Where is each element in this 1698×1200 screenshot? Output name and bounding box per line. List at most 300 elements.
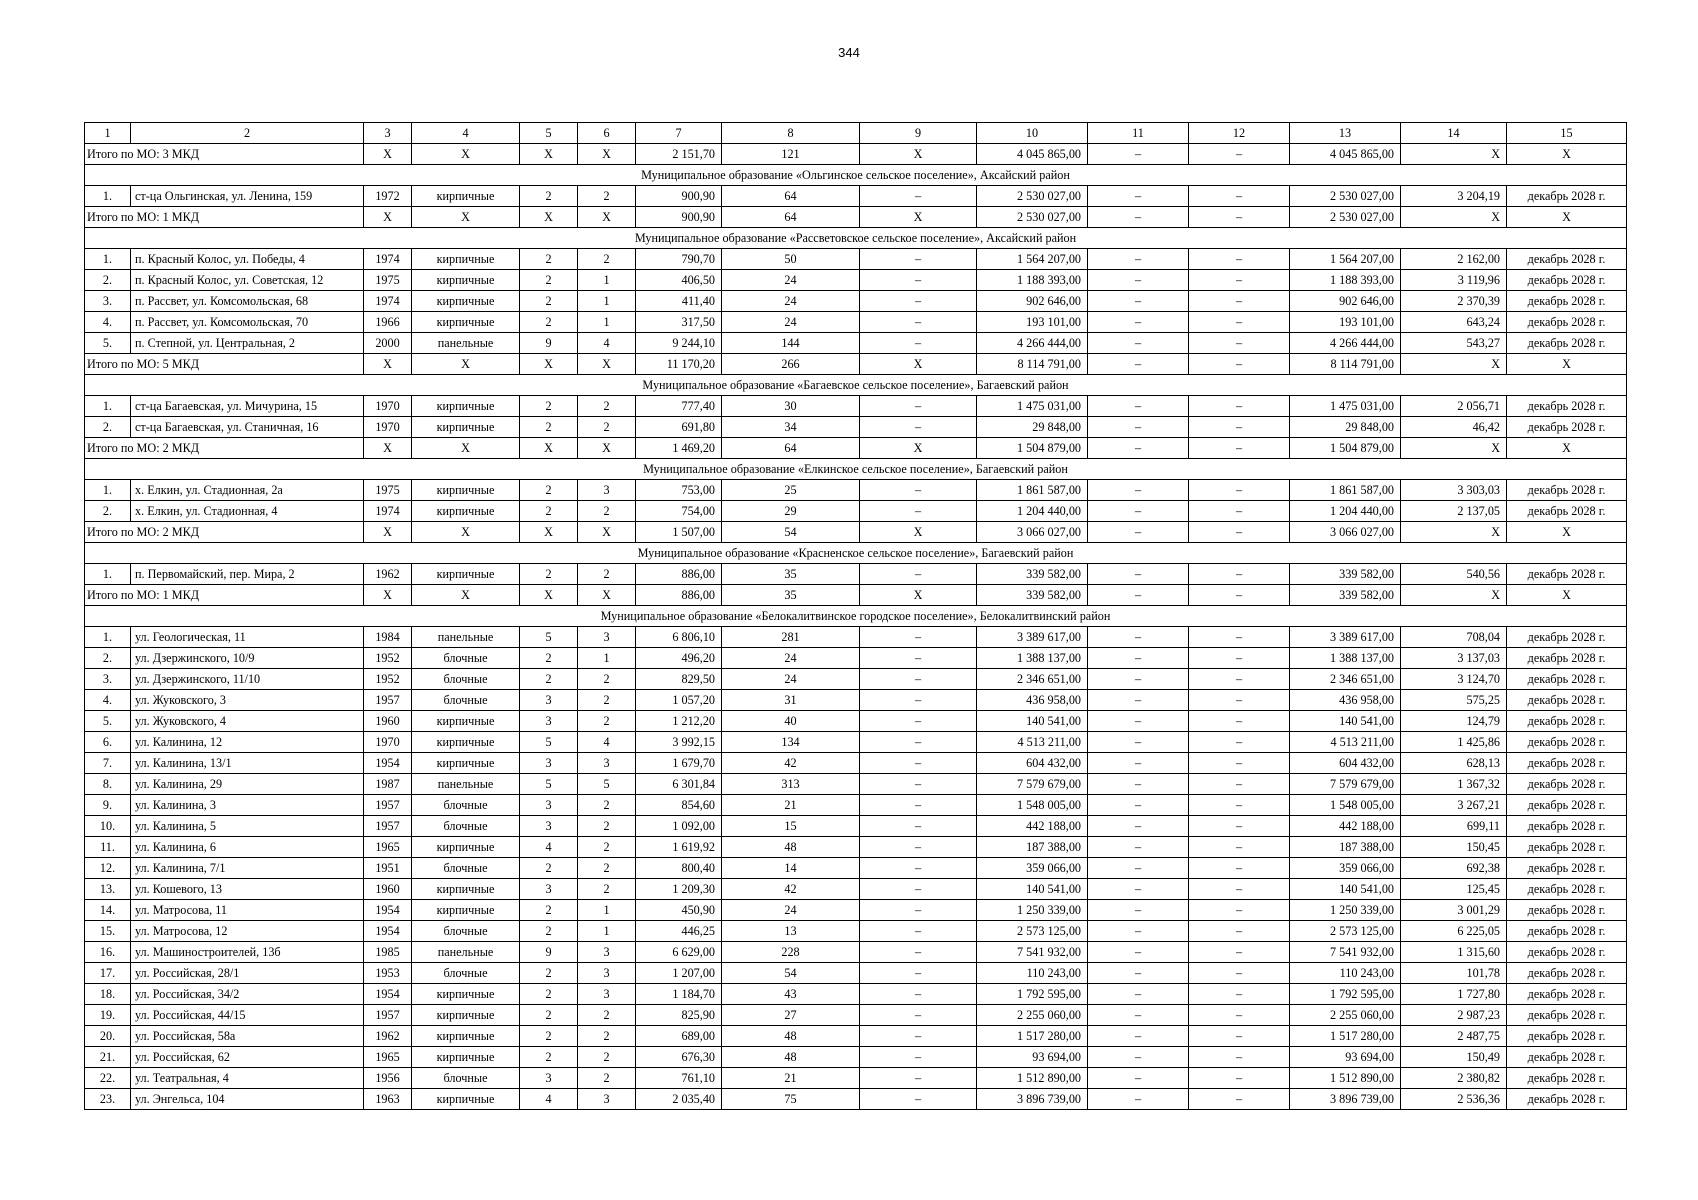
table-cell: п. Красный Колос, ул. Победы, 4: [131, 249, 364, 270]
total-cell: –: [1088, 522, 1189, 543]
table-cell: 1 861 587,00: [1290, 480, 1401, 501]
table-cell: 1 679,70: [636, 753, 722, 774]
table-cell: 1 727,80: [1401, 984, 1507, 1005]
total-cell: X: [860, 354, 977, 375]
table-cell: 2 255 060,00: [977, 1005, 1088, 1026]
table-cell: ул. Геологическая, 11: [131, 627, 364, 648]
table-cell: 3: [578, 984, 636, 1005]
total-cell: X: [364, 354, 412, 375]
table-cell: 1: [578, 270, 636, 291]
table-cell: ст-ца Ольгинская, ул. Ленина, 159: [131, 186, 364, 207]
table-cell: –: [1088, 690, 1189, 711]
table-cell: 1975: [364, 270, 412, 291]
table-cell: декабрь 2028 г.: [1507, 753, 1627, 774]
table-cell: 2: [578, 858, 636, 879]
table-cell: –: [1088, 1026, 1189, 1047]
total-cell: X: [1401, 438, 1507, 459]
table-cell: –: [860, 711, 977, 732]
table-cell: –: [1189, 1068, 1290, 1089]
table-cell: 575,25: [1401, 690, 1507, 711]
table-cell: –: [1088, 669, 1189, 690]
table-cell: 1 315,60: [1401, 942, 1507, 963]
table-cell: 900,90: [636, 186, 722, 207]
table-cell: ул. Калинина, 5: [131, 816, 364, 837]
table-cell: 9: [520, 333, 578, 354]
table-cell: –: [860, 396, 977, 417]
table-cell: 2: [578, 186, 636, 207]
total-cell: –: [1088, 585, 1189, 606]
table-cell: 1972: [364, 186, 412, 207]
table-cell: 1.: [85, 564, 131, 585]
section-title: Муниципальное образование «Ольгинское сельское поселение», Аксайский район: [85, 165, 1627, 186]
table-cell: 1 475 031,00: [1290, 396, 1401, 417]
total-cell: X: [412, 585, 520, 606]
table-cell: 101,78: [1401, 963, 1507, 984]
total-cell: 4 045 865,00: [977, 144, 1088, 165]
table-cell: 3.: [85, 669, 131, 690]
total-cell: 8 114 791,00: [977, 354, 1088, 375]
table-cell: 1 209,30: [636, 879, 722, 900]
table-cell: кирпичные: [412, 291, 520, 312]
total-cell: X: [1401, 144, 1507, 165]
page-number: 344: [838, 45, 860, 60]
table-cell: 9.: [85, 795, 131, 816]
table-cell: 29 848,00: [1290, 417, 1401, 438]
table-cell: –: [1088, 333, 1189, 354]
table-cell: 886,00: [636, 564, 722, 585]
table-cell: 6 225,05: [1401, 921, 1507, 942]
table-cell: –: [860, 417, 977, 438]
table-cell: 2 255 060,00: [1290, 1005, 1401, 1026]
table-cell: 1 512 890,00: [1290, 1068, 1401, 1089]
table-cell: ул. Российская, 44/15: [131, 1005, 364, 1026]
table-cell: 2 035,40: [636, 1089, 722, 1110]
table-cell: кирпичные: [412, 396, 520, 417]
table-cell: панельные: [412, 627, 520, 648]
table-cell: 446,25: [636, 921, 722, 942]
table-cell: ул. Калинина, 6: [131, 837, 364, 858]
table-cell: 676,30: [636, 1047, 722, 1068]
total-label: Итого по МО: 5 МКД: [85, 354, 364, 375]
table-cell: 5: [520, 774, 578, 795]
table-cell: кирпичные: [412, 879, 520, 900]
table-cell: –: [1088, 837, 1189, 858]
table-cell: 1.: [85, 627, 131, 648]
table-cell: ул. Дзержинского, 11/10: [131, 669, 364, 690]
total-cell: X: [1401, 522, 1507, 543]
table-cell: 93 694,00: [1290, 1047, 1401, 1068]
table-cell: –: [1088, 711, 1189, 732]
total-label: Итого по МО: 3 МКД: [85, 144, 364, 165]
table-cell: 643,24: [1401, 312, 1507, 333]
table-cell: 754,00: [636, 501, 722, 522]
table-row: [85, 312, 1627, 333]
table-cell: 193 101,00: [977, 312, 1088, 333]
table-cell: 442 188,00: [977, 816, 1088, 837]
table-cell: 1962: [364, 1026, 412, 1047]
table-cell: 4 513 211,00: [1290, 732, 1401, 753]
table-cell: 25: [722, 480, 860, 501]
table-cell: 125,45: [1401, 879, 1507, 900]
table-cell: 93 694,00: [977, 1047, 1088, 1068]
table-cell: декабрь 2028 г.: [1507, 1026, 1627, 1047]
table-cell: 7 579 679,00: [977, 774, 1088, 795]
table-cell: 43: [722, 984, 860, 1005]
table-cell: –: [1189, 291, 1290, 312]
table-cell: 3: [578, 963, 636, 984]
table-cell: декабрь 2028 г.: [1507, 312, 1627, 333]
table-cell: 450,90: [636, 900, 722, 921]
table-cell: ул. Российская, 58а: [131, 1026, 364, 1047]
table-cell: –: [1189, 648, 1290, 669]
table-cell: 75: [722, 1089, 860, 1110]
table-cell: ул. Российская, 62: [131, 1047, 364, 1068]
table-cell: –: [860, 291, 977, 312]
table-cell: 3 119,96: [1401, 270, 1507, 291]
column-number-12: 12: [1189, 123, 1290, 144]
total-cell: X: [578, 144, 636, 165]
table-cell: –: [860, 984, 977, 1005]
table-cell: 3: [520, 816, 578, 837]
table-cell: 22.: [85, 1068, 131, 1089]
total-cell: X: [1507, 354, 1627, 375]
table-row: [85, 816, 1627, 837]
table-cell: 1962: [364, 564, 412, 585]
table-cell: декабрь 2028 г.: [1507, 1089, 1627, 1110]
table-cell: кирпичные: [412, 837, 520, 858]
table-cell: 2: [578, 879, 636, 900]
table-cell: кирпичные: [412, 900, 520, 921]
table-cell: 604 432,00: [977, 753, 1088, 774]
table-cell: кирпичные: [412, 417, 520, 438]
total-label: Итого по МО: 1 МКД: [85, 585, 364, 606]
table-cell: 2: [520, 396, 578, 417]
table-cell: 1 548 005,00: [977, 795, 1088, 816]
table-cell: 2: [520, 1047, 578, 1068]
table-row: [85, 648, 1627, 669]
table-cell: кирпичные: [412, 564, 520, 585]
table-cell: 150,49: [1401, 1047, 1507, 1068]
table-cell: –: [1189, 732, 1290, 753]
table-cell: 2 162,00: [1401, 249, 1507, 270]
table-cell: декабрь 2028 г.: [1507, 837, 1627, 858]
table-cell: ст-ца Багаевская, ул. Станичная, 16: [131, 417, 364, 438]
total-cell: X: [412, 144, 520, 165]
table-cell: –: [1189, 249, 1290, 270]
table-cell: –: [1189, 690, 1290, 711]
table-cell: 21: [722, 1068, 860, 1089]
table-cell: 406,50: [636, 270, 722, 291]
table-cell: 1 792 595,00: [977, 984, 1088, 1005]
table-cell: –: [1088, 396, 1189, 417]
column-number-9: 9: [860, 123, 977, 144]
table-cell: –: [1189, 711, 1290, 732]
total-cell: X: [520, 522, 578, 543]
table-cell: декабрь 2028 г.: [1507, 858, 1627, 879]
table-cell: –: [1088, 879, 1189, 900]
table-row: [85, 396, 1627, 417]
table-row: [85, 270, 1627, 291]
table-cell: 13.: [85, 879, 131, 900]
total-cell: –: [1189, 207, 1290, 228]
table-cell: 110 243,00: [1290, 963, 1401, 984]
housing-register-table: [84, 122, 1627, 1110]
table-cell: 1965: [364, 837, 412, 858]
table-cell: декабрь 2028 г.: [1507, 879, 1627, 900]
total-cell: X: [520, 585, 578, 606]
table-cell: –: [860, 1005, 977, 1026]
table-cell: 30: [722, 396, 860, 417]
table-cell: 2: [578, 417, 636, 438]
table-cell: 110 243,00: [977, 963, 1088, 984]
total-cell: –: [1189, 354, 1290, 375]
table-cell: декабрь 2028 г.: [1507, 921, 1627, 942]
table-cell: 2: [520, 270, 578, 291]
table-cell: 790,70: [636, 249, 722, 270]
table-cell: 1 861 587,00: [977, 480, 1088, 501]
table-row: [85, 627, 1627, 648]
table-cell: 150,45: [1401, 837, 1507, 858]
table-cell: 3: [578, 480, 636, 501]
table-cell: –: [860, 480, 977, 501]
table-cell: 3 267,21: [1401, 795, 1507, 816]
table-cell: 902 646,00: [977, 291, 1088, 312]
table-cell: декабрь 2028 г.: [1507, 417, 1627, 438]
table-cell: 7 541 932,00: [1290, 942, 1401, 963]
table-cell: –: [1189, 900, 1290, 921]
table-cell: 2: [520, 417, 578, 438]
table-cell: 1 619,92: [636, 837, 722, 858]
table-cell: 1974: [364, 501, 412, 522]
table-cell: –: [860, 921, 977, 942]
column-number-2: 2: [131, 123, 364, 144]
table-cell: 1 517 280,00: [1290, 1026, 1401, 1047]
table-cell: ул. Жуковского, 3: [131, 690, 364, 711]
table-cell: 1965: [364, 1047, 412, 1068]
table-cell: –: [1189, 1047, 1290, 1068]
table-cell: –: [1189, 1005, 1290, 1026]
table-cell: 825,90: [636, 1005, 722, 1026]
table-cell: ул. Кошевого, 13: [131, 879, 364, 900]
table-cell: 1984: [364, 627, 412, 648]
table-row: [85, 984, 1627, 1005]
column-number-7: 7: [636, 123, 722, 144]
table-cell: блочные: [412, 858, 520, 879]
column-number-11: 11: [1088, 123, 1189, 144]
table-cell: кирпичные: [412, 1005, 520, 1026]
table-cell: –: [1189, 837, 1290, 858]
table-cell: 10.: [85, 816, 131, 837]
total-cell: 54: [722, 522, 860, 543]
total-row: [85, 144, 1627, 165]
table-cell: 543,27: [1401, 333, 1507, 354]
table-cell: 1954: [364, 984, 412, 1005]
table-cell: 9: [520, 942, 578, 963]
table-cell: ст-ца Багаевская, ул. Мичурина, 15: [131, 396, 364, 417]
table-cell: 2.: [85, 270, 131, 291]
table-cell: 1 188 393,00: [1290, 270, 1401, 291]
total-cell: –: [1088, 207, 1189, 228]
table-cell: 2 346 651,00: [977, 669, 1088, 690]
total-cell: X: [364, 438, 412, 459]
table-cell: 2: [578, 501, 636, 522]
table-cell: кирпичные: [412, 1026, 520, 1047]
table-cell: 1957: [364, 690, 412, 711]
table-cell: 2: [578, 690, 636, 711]
section-title: Муниципальное образование «Елкинское сельское поселение», Багаевский район: [85, 459, 1627, 480]
table-cell: 3: [520, 795, 578, 816]
table-cell: –: [1189, 186, 1290, 207]
total-cell: 900,90: [636, 207, 722, 228]
table-cell: 1 475 031,00: [977, 396, 1088, 417]
table-cell: 2: [520, 1026, 578, 1047]
table-cell: 27: [722, 1005, 860, 1026]
table-cell: 699,11: [1401, 816, 1507, 837]
table-cell: 6 806,10: [636, 627, 722, 648]
section-title: Муниципальное образование «Белокалитвинское городское поселение», Белокалитвинский район: [85, 606, 1627, 627]
table-cell: 2 380,82: [1401, 1068, 1507, 1089]
section-header-row: [85, 459, 1627, 480]
table-cell: 2: [578, 669, 636, 690]
total-cell: –: [1189, 438, 1290, 459]
table-cell: 4 513 211,00: [977, 732, 1088, 753]
total-cell: X: [364, 522, 412, 543]
table-cell: –: [1189, 858, 1290, 879]
table-cell: –: [1189, 417, 1290, 438]
table-cell: 1: [578, 900, 636, 921]
table-cell: –: [1189, 984, 1290, 1005]
table-cell: 2 487,75: [1401, 1026, 1507, 1047]
table-cell: 6.: [85, 732, 131, 753]
table-cell: 628,13: [1401, 753, 1507, 774]
table-cell: 3: [578, 627, 636, 648]
total-cell: 266: [722, 354, 860, 375]
table-cell: –: [1088, 921, 1189, 942]
table-cell: блочные: [412, 648, 520, 669]
total-cell: 2 151,70: [636, 144, 722, 165]
total-cell: –: [1189, 585, 1290, 606]
table-row: [85, 921, 1627, 942]
table-cell: –: [1189, 312, 1290, 333]
table-cell: 1975: [364, 480, 412, 501]
table-cell: 6 301,84: [636, 774, 722, 795]
total-cell: 1 504 879,00: [1290, 438, 1401, 459]
table-cell: 2: [578, 249, 636, 270]
table-cell: 3: [520, 753, 578, 774]
table-cell: декабрь 2028 г.: [1507, 795, 1627, 816]
table-cell: 1952: [364, 648, 412, 669]
table-cell: 4: [520, 1089, 578, 1110]
table-cell: 2: [520, 984, 578, 1005]
table-cell: 1.: [85, 480, 131, 501]
table-cell: 2 573 125,00: [977, 921, 1088, 942]
table-cell: кирпичные: [412, 249, 520, 270]
table-cell: декабрь 2028 г.: [1507, 816, 1627, 837]
table-cell: 2: [520, 480, 578, 501]
total-cell: X: [578, 585, 636, 606]
table-cell: 2: [520, 669, 578, 690]
table-cell: –: [1189, 501, 1290, 522]
total-row: [85, 354, 1627, 375]
table-cell: –: [1189, 669, 1290, 690]
table-cell: 2: [578, 1026, 636, 1047]
table-cell: 4: [520, 837, 578, 858]
table-row: [85, 879, 1627, 900]
table-cell: 187 388,00: [977, 837, 1088, 858]
section-title: Муниципальное образование «Багаевское сельское поселение», Багаевский район: [85, 375, 1627, 396]
table-cell: 540,56: [1401, 564, 1507, 585]
table-cell: 48: [722, 1047, 860, 1068]
table-cell: 9 244,10: [636, 333, 722, 354]
table-cell: кирпичные: [412, 732, 520, 753]
table-cell: 5: [520, 627, 578, 648]
total-cell: 3 066 027,00: [977, 522, 1088, 543]
table-cell: 1957: [364, 1005, 412, 1026]
table-cell: 1 204 440,00: [1290, 501, 1401, 522]
table-cell: декабрь 2028 г.: [1507, 270, 1627, 291]
section-title: Муниципальное образование «Красненское сельское поселение», Багаевский район: [85, 543, 1627, 564]
total-cell: 121: [722, 144, 860, 165]
table-cell: 1 367,32: [1401, 774, 1507, 795]
table-cell: –: [860, 249, 977, 270]
total-cell: X: [520, 144, 578, 165]
table-cell: 6 629,00: [636, 942, 722, 963]
table-cell: –: [860, 333, 977, 354]
table-cell: кирпичные: [412, 501, 520, 522]
table-cell: 761,10: [636, 1068, 722, 1089]
table-cell: 140 541,00: [1290, 711, 1401, 732]
total-cell: X: [412, 354, 520, 375]
table-cell: –: [1189, 627, 1290, 648]
table-cell: декабрь 2028 г.: [1507, 669, 1627, 690]
table-row: [85, 1026, 1627, 1047]
table-cell: 436 958,00: [1290, 690, 1401, 711]
table-row: [85, 711, 1627, 732]
table-cell: 48: [722, 1026, 860, 1047]
table-cell: 3: [520, 690, 578, 711]
table-cell: 1970: [364, 396, 412, 417]
table-cell: 3 137,03: [1401, 648, 1507, 669]
table-cell: 24: [722, 900, 860, 921]
table-cell: блочные: [412, 816, 520, 837]
table-cell: 2: [578, 396, 636, 417]
table-cell: ул. Машиностроителей, 13б: [131, 942, 364, 963]
table-cell: –: [1189, 333, 1290, 354]
total-row: [85, 522, 1627, 543]
table-cell: ул. Калинина, 3: [131, 795, 364, 816]
table-cell: 4 266 444,00: [977, 333, 1088, 354]
table-cell: 281: [722, 627, 860, 648]
table-cell: 3 124,70: [1401, 669, 1507, 690]
section-header-row: [85, 228, 1627, 249]
table-cell: 23.: [85, 1089, 131, 1110]
column-number-5: 5: [520, 123, 578, 144]
table-cell: 1 512 890,00: [977, 1068, 1088, 1089]
total-cell: –: [1088, 144, 1189, 165]
table-cell: –: [860, 1089, 977, 1110]
table-cell: –: [1088, 963, 1189, 984]
table-cell: 359 066,00: [977, 858, 1088, 879]
column-number-header: [85, 123, 1627, 144]
table-cell: –: [1189, 270, 1290, 291]
total-cell: X: [1507, 438, 1627, 459]
table-cell: 1 212,20: [636, 711, 722, 732]
table-cell: 1 250 339,00: [977, 900, 1088, 921]
table-cell: ул. Калинина, 12: [131, 732, 364, 753]
table-cell: 2 056,71: [1401, 396, 1507, 417]
table-cell: ул. Жуковского, 4: [131, 711, 364, 732]
table-cell: 34: [722, 417, 860, 438]
